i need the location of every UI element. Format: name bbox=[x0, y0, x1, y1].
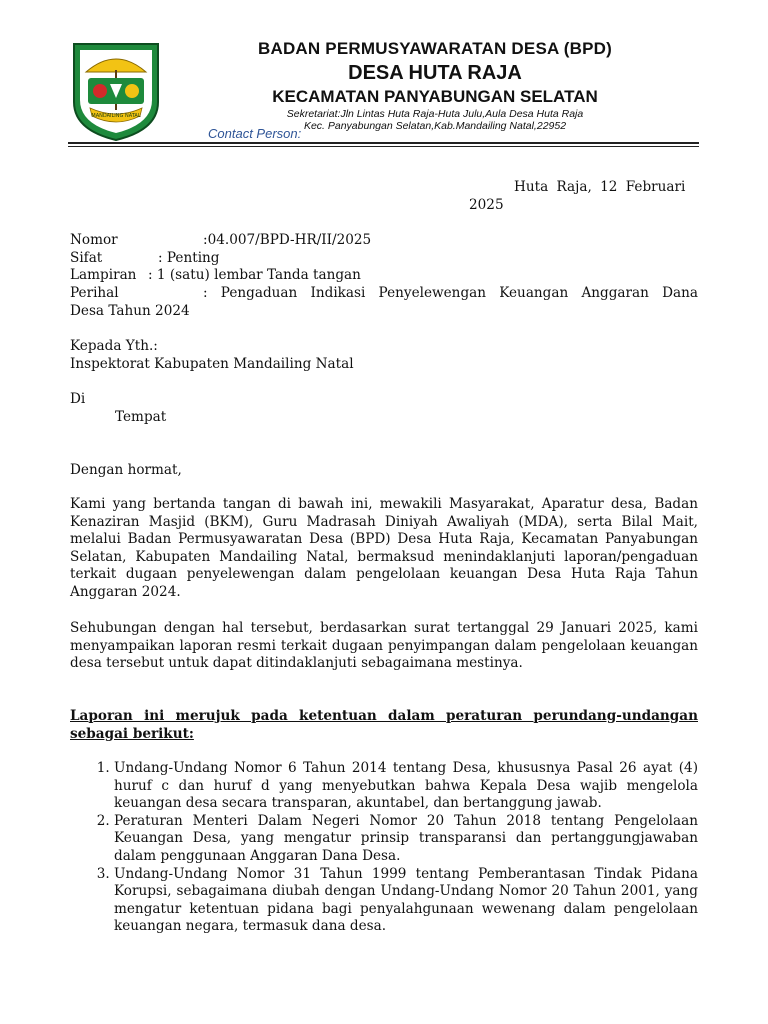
org-name: BADAN PERMUSYAWARATAN DESA (BPD) bbox=[258, 39, 612, 58]
regency-emblem-icon bbox=[70, 40, 162, 142]
sifat-label: Sifat bbox=[70, 250, 103, 266]
regency-address: Kec. Panyabungan Selatan,Kab.Mandailing Natal,22952 bbox=[303, 120, 567, 132]
salutation: Dengan hormat, bbox=[70, 462, 182, 478]
village-name: DESA HUTA RAJA bbox=[348, 62, 522, 84]
paragraph-2: Sehubungan dengan hal tersebut, berdasarkan surat tertanggal 29 Januari 2025, kami menyampaikan laporan resmi terkait dugaan penyimpangan dalam pengelolaan keuangan desa tersebut untuk dapat ditindaklanjuti sebagaimana mestinya. bbox=[70, 620, 698, 672]
sifat-value: : Penting bbox=[158, 250, 220, 266]
list-item: 1. Undang-Undang Nomor 6 Tahun 2014 tentang Desa, khususnya Pasal 26 ayat (4) huruf c dan huruf d yang menyebutkan bahwa Kepala Desa wajib mengelola keuangan desa secara transparan, akuntabel, dan bertanggung jawab. bbox=[114, 760, 698, 813]
lampiran-value: : 1 (satu) lembar Tanda tangan bbox=[148, 267, 361, 283]
perihal-continuation: Desa Tahun 2024 bbox=[70, 303, 190, 319]
letter-date-year: 2025 bbox=[469, 197, 504, 213]
header-rule-thick bbox=[68, 142, 699, 144]
nomor-value: :04.007/BPD-HR/II/2025 bbox=[203, 232, 372, 248]
legal-basis-list bbox=[70, 760, 698, 936]
letter-date: Huta Raja, 12 Februari bbox=[514, 179, 686, 195]
di-label: Di bbox=[70, 391, 86, 407]
recipient-name: Inspektorat Kabupaten Mandailing Natal bbox=[70, 356, 354, 372]
perihal-label: Perihal bbox=[70, 285, 119, 301]
letterhead bbox=[170, 38, 700, 132]
legal-basis-heading: Laporan ini merujuk pada ketentuan dalam peraturan perundang-undangan sebagai berikut: bbox=[70, 708, 698, 742]
paragraph-1: Kami yang bertanda tangan di bawah ini, mewakili Masyarakat, Aparatur desa, Badan Kenaziran Masjid (BKM), Guru Madrasah Diniyah Awaliyah (MDA), serta Bilal Mait, melalui Badan Permusyawaratan Desa (BPD) Desa Huta Raja, Kecamatan Panyabungan Selatan, Kabupaten Mandailing Natal, bermaksud menindaklanjuti laporan/pengaduan terkait dugaan penyelewengan dalam pengelolaan keuangan Desa Huta Raja Tahun Anggaran 2024. bbox=[70, 496, 698, 600]
emblem-banner-text: MANDAILING NATAL bbox=[91, 113, 141, 119]
lampiran-label: Lampiran bbox=[70, 267, 137, 283]
nomor-label: Nomor bbox=[70, 232, 118, 248]
contact-person: Contact Person: bbox=[208, 126, 302, 141]
list-item: 2. Peraturan Menteri Dalam Negeri Nomor 20 Tahun 2018 tentang Pengelolaan Keuangan Desa, yang mengatur prinsip transparansi dan pertanggungjawaban dalam penggunaan Anggaran Dana Desa. bbox=[114, 813, 698, 866]
kepada-yth: Kepada Yth.: bbox=[70, 338, 158, 354]
perihal-value: : Pengaduan Indikasi Penyelewengan Keuangan Anggaran Dana bbox=[203, 285, 698, 301]
secretariat-address: Sekretariat:Jln Lintas Huta Raja-Huta Julu,Aula Desa Huta Raja bbox=[286, 108, 584, 120]
header-rule-thin bbox=[68, 146, 699, 147]
tempat-label: Tempat bbox=[115, 409, 167, 425]
list-item: 3. Undang-Undang Nomor 31 Tahun 1999 tentang Pemberantasan Tindak Pidana Korupsi, sebagaimana diubah dengan Undang-Undang Nomor 20 Tahun 2001, yang mengatur ketentuan pidana bagi penyalahgunaan wewenang dalam pengelolaan keuangan negara, termasuk dana desa. bbox=[114, 866, 698, 936]
district-name: KECAMATAN PANYABUNGAN SELATAN bbox=[272, 87, 598, 106]
